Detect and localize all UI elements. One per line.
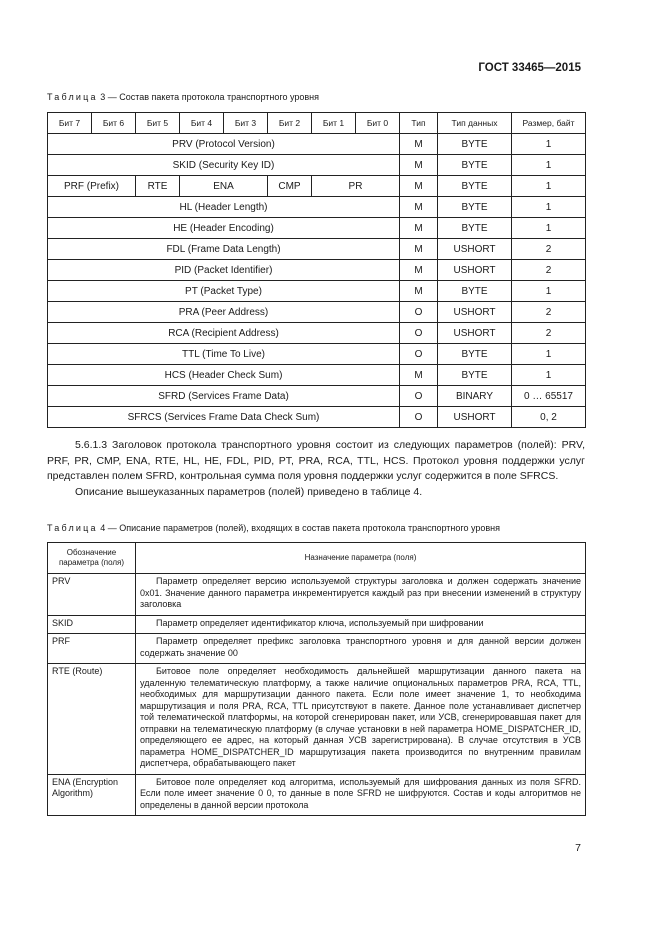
table3-type-cell: O [400,386,438,407]
table3-bitfield-cell: RTE [136,176,180,197]
table3-type-cell: M [400,239,438,260]
table3-field-name: RCA (Recipient Address) [48,323,400,344]
parameter-description-table [47,542,586,816]
table3-field-name: HE (Header Encoding) [48,218,400,239]
table4-caption-label: Таблица [47,523,98,533]
table3-size-cell: 2 [512,260,586,281]
table3-header-cell: Бит 6 [92,113,136,134]
table3-field-name: FDL (Frame Data Length) [48,239,400,260]
table4-desc-cell [136,615,586,634]
table3-row [48,386,586,407]
table3-datatype-cell: BYTE [438,197,512,218]
table3-datatype-cell: USHORT [438,239,512,260]
table3-header-cell: Бит 3 [224,113,268,134]
table4-header-row [48,543,586,574]
table3-row [48,197,586,218]
table3-datatype-cell: BYTE [438,218,512,239]
table3-header-cell: Бит 0 [356,113,400,134]
table3-field-name: SFRD (Services Frame Data) [48,386,400,407]
table4-row [48,634,586,664]
table3-bitfield-cell: ENA [180,176,268,197]
table3-datatype-cell: BYTE [438,281,512,302]
table3-type-cell: M [400,281,438,302]
table4-caption [47,523,500,533]
table3-datatype-cell: BYTE [438,365,512,386]
table3-field-name: PRV (Protocol Version) [48,134,400,155]
table3-row [48,218,586,239]
table3-header-cell: Бит 1 [312,113,356,134]
table3-type-cell: M [400,218,438,239]
table3-datatype-cell: BYTE [438,176,512,197]
table3-type-cell: O [400,302,438,323]
table3-type-cell: M [400,365,438,386]
table3-size-cell: 1 [512,155,586,176]
table3-field-name: PT (Packet Type) [48,281,400,302]
table4-desc-cell [136,664,586,775]
table3-caption-label: Таблица [47,92,98,102]
table3-type-cell: M [400,176,438,197]
table3-row [48,365,586,386]
table3-bitfield-cell: PR [312,176,400,197]
table3-row [48,407,586,428]
table4-desc-text: Битовое поле определяет необходимость дальнейшей маршрутизации данного пакета на удаленную телематическую платформу, а также наличие опциональных параметров PRA, RCA, TTL, необходимых для маршрутизации данного пакета. Если поле имеет значение 1, то необходима маршрутизация и поля PRA, RCA, TTL присутствуют в пакете. Данное поле устанавливает диспетчер той телематической платформы, на которой сгенерирован пакет, или УСВ, сгенерировавшая пакет для отправки на телематическую платформу (в случае установки в ней параметра HOME_DISPATCHER_ID, определяющего ее адрес, на который данная УСВ зарегистрирована). В случае отсутствия в УСВ параметра HOME_DISPATCHER_ID маршрутизация пакета производится по внутренним правилам диспетчера, обрабатывающего пакет [140,666,581,768]
table4-header-cell: Назначение параметра (поля) [136,543,586,574]
table4-param-cell: PRF [48,634,136,664]
table3-size-cell: 2 [512,239,586,260]
table3-type-cell: O [400,344,438,365]
table4-param-cell: SKID [48,615,136,634]
table4-param-cell: PRV [48,574,136,616]
table3-size-cell: 1 [512,134,586,155]
table3-type-cell: O [400,407,438,428]
table3-bitfield-cell: CMP [268,176,312,197]
table3-field-name: SFRCS (Services Frame Data Check Sum) [48,407,400,428]
table3-type-cell: M [400,134,438,155]
table4-row [48,774,586,816]
table4-desc-cell [136,574,586,616]
table3-row [48,155,586,176]
packet-structure-table [47,112,586,428]
table3-size-cell: 2 [512,302,586,323]
table3-header-cell: Тип [400,113,438,134]
table3-field-name: PRA (Peer Address) [48,302,400,323]
table3-size-cell: 1 [512,197,586,218]
table4-param-cell: RTE (Route) [48,664,136,775]
table3-bitfield-cell: PRF (Prefix) [48,176,136,197]
table3-datatype-cell: BYTE [438,344,512,365]
table4-desc-cell [136,774,586,816]
table3-header-row [48,113,586,134]
table3-header-cell: Тип данных [438,113,512,134]
table3-type-cell: M [400,260,438,281]
table3-datatype-cell: USHORT [438,407,512,428]
table3-size-cell: 1 [512,218,586,239]
table3-datatype-cell: BYTE [438,155,512,176]
table3-row [48,239,586,260]
table3-field-name: SKID (Security Key ID) [48,155,400,176]
table3-header-cell: Бит 7 [48,113,92,134]
table3-caption-text: 3 — Состав пакета протокола транспортного уровня [100,92,320,102]
table3-datatype-cell: USHORT [438,260,512,281]
table3-datatype-cell: BINARY [438,386,512,407]
table3-size-cell: 1 [512,176,586,197]
table3-type-cell: M [400,197,438,218]
table3-size-cell: 0 … 65517 [512,386,586,407]
table3-header-cell: Бит 2 [268,113,312,134]
table3-datatype-cell: BYTE [438,134,512,155]
table3-size-cell: 1 [512,344,586,365]
paragraph-5-6-1-3: 5.6.1.3 Заголовок протокола транспортного уровня состоит из следующих параметров (полей): PRV, PRF, PR, CMP, ENA, RTE, HL, HE, FDL, PID, PT, PRA, RCA, TTL, HCS. Протокол уровня поддержки услуг представлен полем SFRD, контрольная сумма поля уровня поддержки услуг содержится в поле SFRCS. [47,439,585,482]
page-number: 7 [575,842,581,854]
table3-field-name: HL (Header Length) [48,197,400,218]
table3-header-cell: Размер, байт [512,113,586,134]
table4-row [48,664,586,775]
table4-row [48,574,586,616]
document-standard-header: ГОСТ 33465—2015 [478,62,581,74]
table3-field-name: HCS (Header Check Sum) [48,365,400,386]
table3-field-name: PID (Packet Identifier) [48,260,400,281]
table4-row [48,615,586,634]
table3-field-name: TTL (Time To Live) [48,344,400,365]
table3-size-cell: 1 [512,365,586,386]
table3-size-cell: 2 [512,323,586,344]
table3-caption [47,92,319,102]
table3-row [48,344,586,365]
table4-caption-text: 4 — Описание параметров (полей), входящих в состав пакета протокола транспортного уровня [100,523,501,533]
table3-row [48,281,586,302]
table4-param-cell: ENA (Encryption Algorithm) [48,774,136,816]
paragraph-table-ref: Описание вышеуказанных параметров (полей) приведено в таблице 4. [75,485,423,498]
table3-type-cell: M [400,155,438,176]
table3-header-cell: Бит 5 [136,113,180,134]
table3-header-cell: Бит 4 [180,113,224,134]
table3-type-cell: O [400,323,438,344]
table3-datatype-cell: USHORT [438,323,512,344]
table3-row [48,134,586,155]
body-text [47,438,585,500]
table3-datatype-cell: USHORT [438,302,512,323]
table4-header-cell: Обозначение параметра (поля) [48,543,136,574]
table4-desc-cell [136,634,586,664]
table4-desc-text: Параметр определяет версию используемой структуры заголовка и должен содержать значение 0x01. Значение данного параметра инкрементируется каждый раз при внесении изменений в структуру заголовка [140,576,581,609]
table4-desc-text: Параметр определяет префикс заголовка транспортного уровня и для данной версии должен содержать значение 00 [140,636,581,658]
table4-desc-text: Битовое поле определяет код алгоритма, используемый для шифрования данных из поля SFRD. Если поле имеет значение 0 0, то данные в поле SFRD не шифруются. Состав и коды алгоритмов не определены в данной версии протокола [140,776,581,810]
table3-row [48,302,586,323]
table3-size-cell: 1 [512,281,586,302]
table4-desc-text: Параметр определяет идентификатор ключа, используемый при шифровании [156,617,484,628]
table3-row [48,323,586,344]
table3-row [48,176,586,197]
table3-row [48,260,586,281]
table3-size-cell: 0, 2 [512,407,586,428]
